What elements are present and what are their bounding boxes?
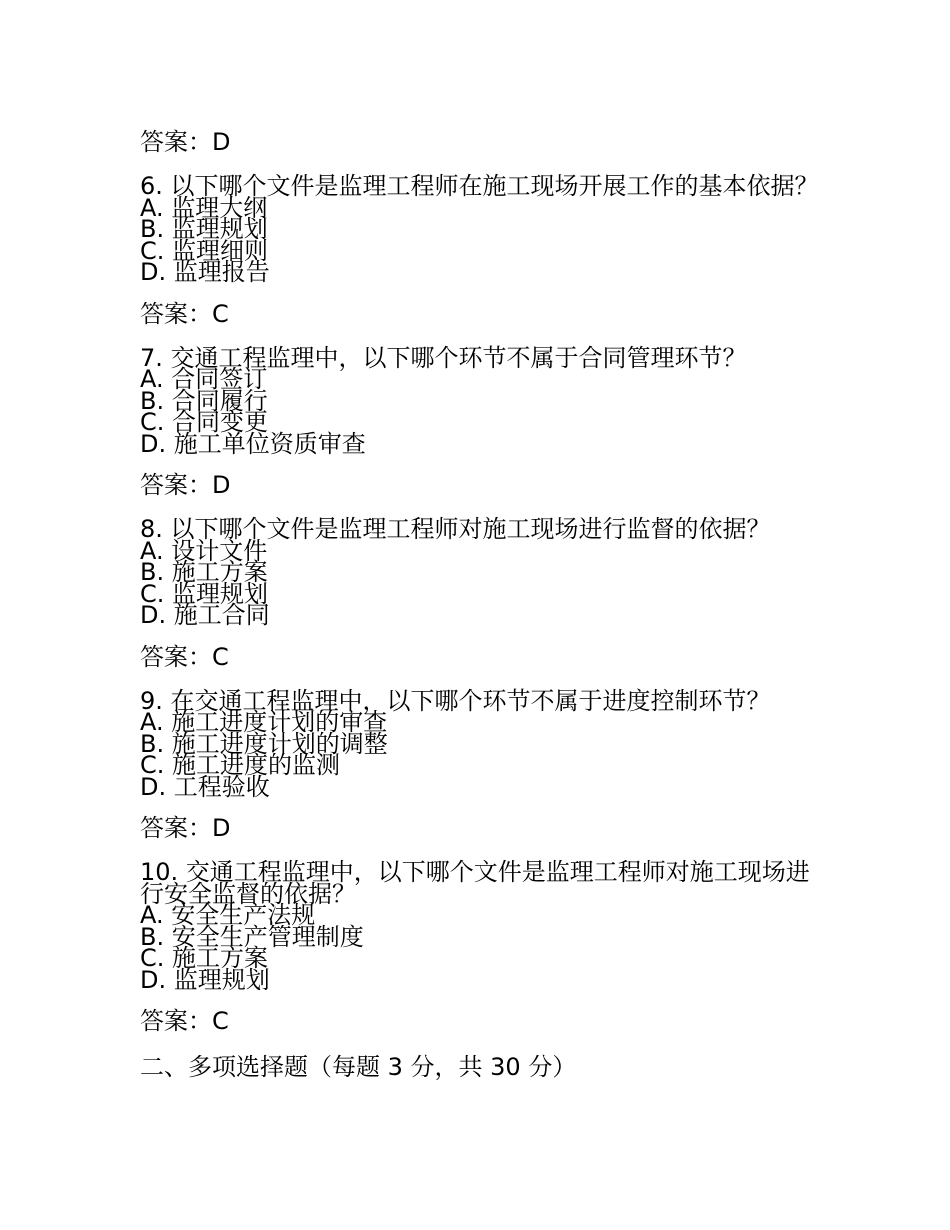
question-6-text: 6. 以下哪个文件是监理工程师在施工现场开展工作的基本依据？ — [140, 172, 819, 200]
question-6-option-c: C. 监理细则 — [140, 236, 269, 265]
document-page — [140, 126, 820, 1083]
question-10-option-c: C. 施工方案 — [140, 944, 269, 972]
question-9-text: 9. 在交通工程监理中，以下哪个环节不属于进度控制环节？ — [140, 686, 771, 715]
answer-7: 答案：D — [140, 471, 231, 499]
question-6-option-a: A. 监理大纲 — [140, 193, 268, 222]
question-9-option-c: C. 施工进度的监测 — [140, 751, 341, 779]
answer-6: 答案：C — [140, 299, 229, 328]
question-7-option-b: B. 合同履行 — [140, 386, 268, 415]
answer-9: 答案：D — [140, 814, 231, 842]
question-7-option-a: A. 合同签订 — [140, 365, 268, 393]
question-8-text: 8. 以下哪个文件是监理工程师对施工现场进行监督的依据？ — [140, 515, 771, 543]
question-8-option-b: B. 施工方案 — [140, 558, 268, 586]
question-8 — [140, 515, 820, 627]
question-8-option-d: D. 施工合同 — [140, 601, 270, 629]
question-7 — [140, 344, 820, 456]
question-10 — [140, 858, 820, 994]
question-10-text: 10. 交通工程监理中，以下哪个文件是监理工程师对施工现场进行安全监督的依据？ — [140, 858, 810, 908]
question-9-option-b: B. 施工进度计划的调整 — [140, 729, 388, 758]
question-7-option-d: D. 施工单位资质审查 — [140, 429, 366, 458]
question-10-option-a: A. 安全生产法规 — [140, 901, 316, 929]
question-9 — [140, 687, 820, 799]
question-6-option-b: B. 监理规划 — [140, 215, 268, 243]
question-6 — [140, 172, 820, 284]
question-8-option-a: A. 设计文件 — [140, 536, 268, 565]
question-6-option-d: D. 监理报告 — [140, 258, 270, 286]
question-7-text: 7. 交通工程监理中，以下哪个环节不属于合同管理环节？ — [140, 343, 747, 372]
question-7-option-c: C. 合同变更 — [140, 408, 269, 436]
question-10-option-d: D. 监理规划 — [140, 965, 270, 994]
answer-8: 答案：C — [140, 642, 229, 671]
question-9-option-a: A. 施工进度计划的审查 — [140, 708, 388, 736]
answer-5: 答案：D — [140, 128, 231, 156]
answer-10: 答案：C — [140, 1007, 229, 1035]
question-10-option-b: B. 安全生产管理制度 — [140, 922, 364, 951]
question-8-option-c: C. 监理规划 — [140, 579, 269, 608]
section-title: 二、多项选择题（每题 3 分，共 30 分） — [140, 1053, 577, 1081]
question-9-option-d: D. 工程验收 — [140, 772, 270, 801]
